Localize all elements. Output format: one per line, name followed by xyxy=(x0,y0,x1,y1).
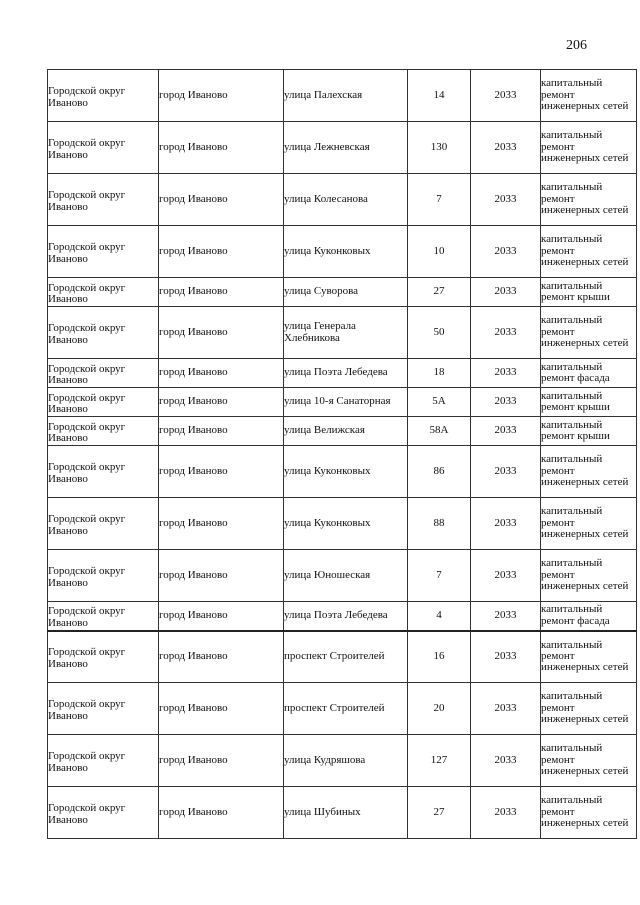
work-type-cell: капитальный ремонт инженерных сетей xyxy=(541,631,637,683)
district-cell: Городской округ Иваново xyxy=(48,278,159,307)
table-row xyxy=(48,359,637,388)
house-number-cell: 127 xyxy=(408,735,471,787)
city-cell: город Иваново xyxy=(159,307,284,359)
year-cell: 2033 xyxy=(471,602,541,631)
street-cell: улица Лежневская xyxy=(284,122,408,174)
table-row xyxy=(48,683,637,735)
street-cell: проспект Строителей xyxy=(284,631,408,683)
house-number-cell: 50 xyxy=(408,307,471,359)
table-row xyxy=(48,174,637,226)
city-cell: город Иваново xyxy=(159,787,284,839)
district-cell: Городской округ Иваново xyxy=(48,787,159,839)
work-type-cell: капитальный ремонт инженерных сетей xyxy=(541,498,637,550)
city-cell: город Иваново xyxy=(159,359,284,388)
district-cell: Городской округ Иваново xyxy=(48,388,159,417)
street-cell: улица Куконковых xyxy=(284,226,408,278)
city-cell: город Иваново xyxy=(159,446,284,498)
table-row xyxy=(48,388,637,417)
city-cell: город Иваново xyxy=(159,550,284,602)
year-cell: 2033 xyxy=(471,226,541,278)
work-type-cell: капитальный ремонт инженерных сетей xyxy=(541,787,637,839)
work-type-cell: капитальный ремонт инженерных сетей xyxy=(541,446,637,498)
house-number-cell: 7 xyxy=(408,174,471,226)
street-cell: улица Шубиных xyxy=(284,787,408,839)
year-cell: 2033 xyxy=(471,278,541,307)
year-cell: 2033 xyxy=(471,735,541,787)
house-number-cell: 130 xyxy=(408,122,471,174)
year-cell: 2033 xyxy=(471,787,541,839)
house-number-cell: 20 xyxy=(408,683,471,735)
city-cell: город Иваново xyxy=(159,226,284,278)
house-number-cell: 88 xyxy=(408,498,471,550)
table-row xyxy=(48,417,637,446)
work-type-cell: капитальный ремонт инженерных сетей xyxy=(541,174,637,226)
year-cell: 2033 xyxy=(471,631,541,683)
street-cell: улица Куконковых xyxy=(284,498,408,550)
table-row xyxy=(48,498,637,550)
table-row xyxy=(48,631,637,683)
district-cell: Городской округ Иваново xyxy=(48,70,159,122)
year-cell: 2033 xyxy=(471,388,541,417)
work-type-cell: капитальный ремонт инженерных сетей xyxy=(541,226,637,278)
work-type-cell: капитальный ремонт инженерных сетей xyxy=(541,683,637,735)
city-cell: город Иваново xyxy=(159,122,284,174)
district-cell: Городской округ Иваново xyxy=(48,174,159,226)
house-number-cell: 18 xyxy=(408,359,471,388)
table-row xyxy=(48,446,637,498)
table-row xyxy=(48,735,637,787)
table-row xyxy=(48,70,637,122)
street-cell: улица Юношеская xyxy=(284,550,408,602)
district-cell: Городской округ Иваново xyxy=(48,226,159,278)
work-type-cell: капитальный ремонт фасада xyxy=(541,359,637,388)
street-cell: улица Колесанова xyxy=(284,174,408,226)
district-cell: Городской округ Иваново xyxy=(48,417,159,446)
year-cell: 2033 xyxy=(471,498,541,550)
district-cell: Городской округ Иваново xyxy=(48,550,159,602)
year-cell: 2033 xyxy=(471,174,541,226)
page-number: 206 xyxy=(566,38,587,53)
street-cell: улица Велижская xyxy=(284,417,408,446)
table-row xyxy=(48,602,637,631)
street-cell: улица Палехская xyxy=(284,70,408,122)
table-row xyxy=(48,550,637,602)
city-cell: город Иваново xyxy=(159,278,284,307)
year-cell: 2033 xyxy=(471,307,541,359)
district-cell: Городской округ Иваново xyxy=(48,122,159,174)
city-cell: город Иваново xyxy=(159,631,284,683)
table-row xyxy=(48,122,637,174)
table-row xyxy=(48,226,637,278)
street-cell: улица 10-я Санаторная xyxy=(284,388,408,417)
house-number-cell: 7 xyxy=(408,550,471,602)
district-cell: Городской округ Иваново xyxy=(48,498,159,550)
district-cell: Городской округ Иваново xyxy=(48,446,159,498)
street-cell: проспект Строителей xyxy=(284,683,408,735)
year-cell: 2033 xyxy=(471,446,541,498)
work-type-cell: капитальный ремонт инженерных сетей xyxy=(541,122,637,174)
house-number-cell: 58А xyxy=(408,417,471,446)
work-type-cell: капитальный ремонт инженерных сетей xyxy=(541,550,637,602)
district-cell: Городской округ Иваново xyxy=(48,602,159,631)
house-number-cell: 4 xyxy=(408,602,471,631)
street-cell: улица Куконковых xyxy=(284,446,408,498)
house-number-cell: 5А xyxy=(408,388,471,417)
house-number-cell: 14 xyxy=(408,70,471,122)
year-cell: 2033 xyxy=(471,359,541,388)
city-cell: город Иваново xyxy=(159,70,284,122)
house-number-cell: 27 xyxy=(408,787,471,839)
district-cell: Городской округ Иваново xyxy=(48,359,159,388)
city-cell: город Иваново xyxy=(159,602,284,631)
year-cell: 2033 xyxy=(471,550,541,602)
house-number-cell: 16 xyxy=(408,631,471,683)
district-cell: Городской округ Иваново xyxy=(48,631,159,683)
house-number-cell: 86 xyxy=(408,446,471,498)
street-cell: улица Суворова xyxy=(284,278,408,307)
work-type-cell: капитальный ремонт фасада xyxy=(541,602,637,631)
work-type-cell: капитальный ремонт инженерных сетей xyxy=(541,307,637,359)
repair-schedule-table xyxy=(47,69,637,839)
table-row xyxy=(48,307,637,359)
city-cell: город Иваново xyxy=(159,735,284,787)
work-type-cell: капитальный ремонт инженерных сетей xyxy=(541,70,637,122)
work-type-cell: капитальный ремонт крыши xyxy=(541,417,637,446)
work-type-cell: капитальный ремонт крыши xyxy=(541,388,637,417)
district-cell: Городской округ Иваново xyxy=(48,735,159,787)
table-row xyxy=(48,787,637,839)
table-row xyxy=(48,278,637,307)
city-cell: город Иваново xyxy=(159,174,284,226)
work-type-cell: капитальный ремонт инженерных сетей xyxy=(541,735,637,787)
city-cell: город Иваново xyxy=(159,498,284,550)
city-cell: город Иваново xyxy=(159,388,284,417)
year-cell: 2033 xyxy=(471,122,541,174)
year-cell: 2033 xyxy=(471,417,541,446)
house-number-cell: 27 xyxy=(408,278,471,307)
district-cell: Городской округ Иваново xyxy=(48,307,159,359)
district-cell: Городской округ Иваново xyxy=(48,683,159,735)
street-cell: улица Кудряшова xyxy=(284,735,408,787)
street-cell: улица Поэта Лебедева xyxy=(284,602,408,631)
city-cell: город Иваново xyxy=(159,683,284,735)
street-cell: улица Генерала Хлебникова xyxy=(284,307,408,359)
city-cell: город Иваново xyxy=(159,417,284,446)
house-number-cell: 10 xyxy=(408,226,471,278)
year-cell: 2033 xyxy=(471,70,541,122)
street-cell: улица Поэта Лебедева xyxy=(284,359,408,388)
work-type-cell: капитальный ремонт крыши xyxy=(541,278,637,307)
year-cell: 2033 xyxy=(471,683,541,735)
